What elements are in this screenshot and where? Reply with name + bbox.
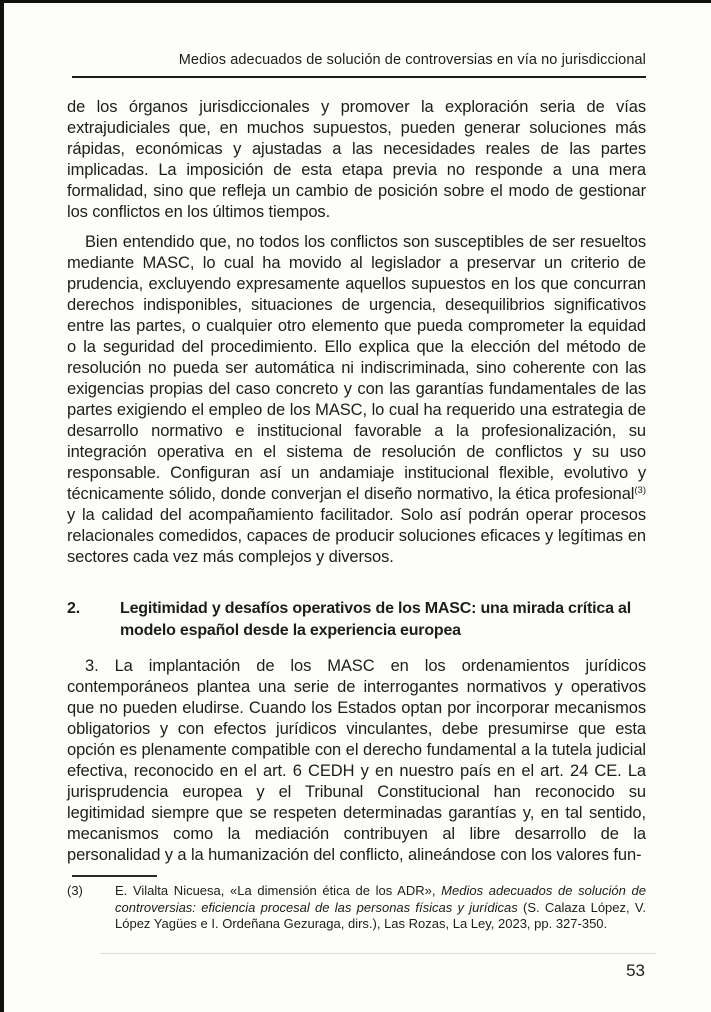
- paragraph-continuation: de los órganos jurisdiccionales y promover la exploración seria de vías extrajudiciales que, en muchos supuestos, pueden generar soluciones más rápidas, económicas y ajustadas a las necesidades reales de las partes implicadas. La imposición de esta etapa previa no responde a una mera formalidad, sino que refleja un cambio de posición sobre el modo de gestionar los conflictos en los últimos tiempos.: [67, 98, 646, 221]
- footnote-book-title: Medios adecuados de solución de controversias: eficiencia procesal de las personas físicas y jurídicas: [115, 883, 646, 915]
- footnote-publication-segment: (S. Calaza López, V. López Yagües e I. Ordeñana Gezuraga, dirs.), Las Rozas, La Ley, 2023, pp. 327-350.: [115, 899, 646, 931]
- footnote-author-segment: E. Vilalta Nicuesa, «La dimensión ética de los ADR»,: [115, 883, 442, 898]
- paragraph-2-text-after-note: y la calidad del acompañamiento facilitador. Solo así podrán operar procesos relacionales comedidos, capaces de producir soluciones eficaces y legítimas en sectores cada vez más complejos y diversos.: [67, 506, 646, 566]
- footnote-block: [67, 875, 646, 933]
- running-header-title: Medios adecuados de solución de controversias en vía no jurisdiccional: [178, 52, 646, 68]
- section-heading-2: [67, 598, 646, 641]
- paragraph-2: [67, 232, 646, 568]
- footnote-text: [115, 883, 646, 933]
- page-number: 53: [626, 961, 645, 980]
- page-scan-edge-left: [0, 0, 4, 1012]
- page-content: [67, 97, 646, 933]
- paragraph-3: 3. La implantación de los MASC en los ordenamientos jurídicos contemporáneos plantea una serie de interrogantes normativos y operativos que no pueden eludirse. Cuando los Estados optan por incorporar mecanismos obligatorios y con efectos jurídicos vinculantes, debe presumirse que esta opción es plenamente compatible con el derecho fundamental a la tutela judicial efectiva, reconocido en el art. 6 CEDH y en nuestro país en el art. 24 CE. La jurisprudencia europea y el Tribunal Constitucional han reconocido su legitimidad siempre que se respeten determinadas garantías y, en tal sentido, mecanismos como la mediación contribuyen al libre desarrollo de la personalidad y a la humanización del conflicto, alineándose con los valores fun-: [67, 657, 646, 864]
- running-header: [72, 50, 646, 78]
- paragraph-2-text-before-note: Bien entendido que, no todos los conflictos son susceptibles de ser resueltos mediante MASC, lo cual ha movido al legislador a preservar un criterio de prudencia, excluyendo expresamente aquellos supuestos en los que concurran derechos indisponibles, situaciones de urgencia, desequilibrios significativos entre las partes, o cualquier otro elemento que pueda comprometer la equidad o la seguridad del procedimiento. Ello explica que la elección del método de resolución no pueda ser automática ni indiscriminada, sino coherente con las exigencias propias del caso concreto y con las garantías fundamentales de las partes exigiendo el empleo de los MASC, lo cual ha requerido una estrategia de desarrollo normativo e institucional favorable a la profesionalización, su integración operativa en el sistema de resolución de conflictos y su uso responsable. Configuran así un andamiaje institucional flexible, evolutivo y técnicamente sólido, donde converjan el diseño normativo, la ética profesional: [67, 233, 646, 503]
- footnote-reference-3: (3): [634, 485, 646, 496]
- section-heading-number: 2.: [67, 600, 80, 617]
- footnote-3: [67, 883, 646, 933]
- page-scan-shadow-bottom: [100, 953, 656, 954]
- footnote-separator-rule: [72, 875, 157, 877]
- page-scan-edge-top: [0, 0, 711, 3]
- footnote-marker: (3): [67, 883, 83, 898]
- section-heading-text: Legitimidad y desafíos operativos de los MASC: una mirada crítica al modelo español desde la experiencia europea: [120, 600, 631, 639]
